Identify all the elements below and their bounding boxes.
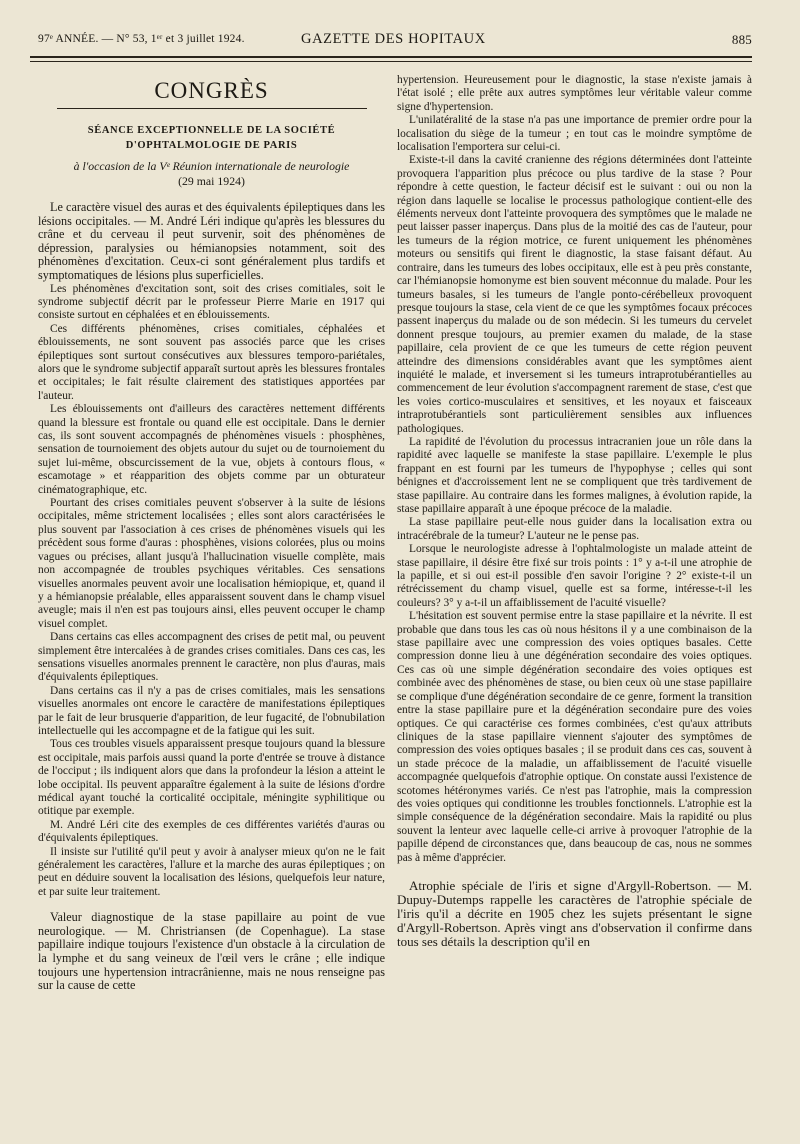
- article-paragraph: Le caractère visuel des auras et des équivalents épileptiques dans les lésions occipitales. — M. André Léri indique qu'après les blessures du crâne et du cerveau il peut survenir, soit des phénomènes de dépression, paralysies ou hémianopsies notamment, soit des phénomènes d'excitation. Ceux-ci sont généralement plus tardifs et symptomatiques de lésions plus superficielles.: [38, 200, 385, 282]
- article-paragraph: Lorsque le neurologiste adresse à l'ophtalmologiste un malade atteint de stase papillaire, il désire être fixé sur trois points : 1° y a-t-il une atrophie de la papille, et si oui est-il possible d'en savoir l'origine ? 2° existe-t-il un rétrécissement du champ visuel, quelle est sa forme, intéresse-t-il les couleurs? 3° y a-t-il un affaiblissement de l'acuité visuelle?: [397, 543, 752, 609]
- journal-title: GAZETTE DES HOPITAUX: [301, 31, 486, 47]
- article-paragraph: Ces différents phénomènes, crises comitiales, céphalées et éblouissements, ne sont souvent pas associés parce que les crises épileptiques sont surtout consécutives aux blessures temporo-pariétales, alors que le syndrome subjectif apparaît surtout après les blessures frontales et occipitales; le fait résulte clairement des statistiques apportées par l'auteur.: [38, 322, 385, 402]
- article-paragraph: Pourtant des crises comitiales peuvent s'observer à la suite de lésions occipitales, même strictement localisées ; elles sont alors caractérisées le plus souvent par l'association à ces crises de phénomènes visuels qui les précèdent sous forme d'auras : phosphènes, visions colorées, plus ou moins vagues ou précises, allant jusqu'à l'hallucination visuelle complète, mais non accompagnée de troubles psychiques véritables. Ces sensations visuelles anormales peuvent avoir une localisation hémiopique, et, quand il y a hémianopsie préalable, elles apparaissent souvent dans le champ visuel aveugle; mais il n'en est pas toujours ainsi, elles peuvent occuper le champ visuel complet.: [38, 497, 385, 630]
- article-paragraph: Valeur diagnostique de la stase papillaire au point de vue neurologique. — M. Christriansen (de Copenhague). La stase papillaire indique toujours l'existence d'un obstacle à la circulation de la lymphe et du sang veineux de l'œil vers le crâne ; elle indique toujours une hypertension intracrânienne, mais ne nous renseigne pas sur la cause de cette: [38, 910, 385, 993]
- article-paragraph: Les phénomènes d'excitation sont, soit des crises comitiales, soit le syndrome subjectif décrit par le professeur Pierre Marie en 1917 qui consiste surtout en céphalées et en éblouissements.: [38, 282, 385, 322]
- section-title: CONGRÈS: [154, 78, 269, 103]
- article-paragraph: La stase papillaire peut-elle nous guider dans la localisation extra ou intracérébrale de la tumeur? L'auteur ne le pense pas.: [397, 516, 752, 542]
- article-paragraph: hypertension. Heureusement pour le diagnostic, la stase n'existe jamais à l'état isolé ; elle prête aux autres symptômes leur véritable valeur comme signe d'hypertension.: [397, 74, 752, 113]
- article-paragraph: La rapidité de l'évolution du processus intracranien joue un rôle dans la rapidité avec laquelle se manifeste la stase papillaire. L'exemple le plus frappant en est fourni par les tumeurs de l'hypophyse ; celles qui sont bénignes et d'accroissement lent ne se compliquent que très tardivement de stase papillaire. Au contraire dans les formes malignes, à évolution rapide, la stase papillaire apparaît à une époque précoce de la maladie.: [397, 435, 752, 515]
- article-paragraph: Il insiste sur l'utilité qu'il peut y avoir à analyser mieux qu'on ne le fait généralement les caractères, l'allure et la marche des auras épileptiques ; on peut en déduire souvent la localisation des lésions, quelquefois leur nature, et par suite leur traitement.: [38, 845, 385, 898]
- article-paragraph: Tous ces troubles visuels apparaissent presque toujours quand la blessure est occipitale, mais parfois aussi quand la porte d'entrée se trouve à distance de l'occiput ; ils indiquent alors que dans la profondeur la lésion a atteint le lobe occipital. Ils peuvent apparaître également à la suite de lésions d'ordre médical ayant touché la corticalité occipitale, méningite syphilitique ou otitique par exemple.: [38, 738, 385, 818]
- running-header: [38, 30, 752, 52]
- left-column: [38, 70, 385, 993]
- article-paragraph: Atrophie spéciale de l'iris et signe d'Argyll-Robertson. — M. Dupuy-Dutemps rappelle les caractères de l'atrophie spéciale de l'iris qu'il a décrite en 1905 chez les sujets présentant le signe d'Argyll-Robertson. Après vingt ans d'observation il confirme dans tous ses détails la description qu'il en: [397, 877, 752, 949]
- occasion-line: à l'occasion de la Vᵉ Réunion internationale de neurologie: [73, 159, 350, 173]
- article-paragraph: L'hésitation est souvent permise entre la stase papillaire et la névrite. Il est probable que dans tous les cas où nous hésitons il y a une combinaison de la stase papillaire avec une compression des voies optiques basales. Cette compression donne lieu à une dégénération secondaire des voies optiques. Ces cas où une simple dégénération secondaire des voies optiques est combinée avec des phénomènes de stase, ou bien ceux où une stase papillaire se complique d'une dégénération secondaire de ce genre, forment la transition entre la stase papillaire pure et la dégénération secondaire pure des voies optiques. Ce qui caractérise ces formes combinées, c'est qu'aux attributs cliniques de la stase papillaire viennent s'ajouter des symptômes de compression des voies optiques basales ; il se produit dans ces cas, souvent à un stade précoce de la maladie, un affaiblissement de l'acuité visuelle accompagnée quelquefois d'atrophie optique. On constate aussi l'existence de scotomes hétéronymes variés. Ce n'est pas l'atrophie, mais la compression des voies optiques qui conditionne les troubles fonctionnels. L'atrophie est la simple conséquence de la dégénération secondaire. Mais la rapidité ou plus souvent la lenteur avec laquelle celle-ci arrive à provoquer l'atrophie de la papille dépend de circonstances que, dans beaucoup de cas, nous ne sommes pas à même d'apprécier.: [397, 610, 752, 864]
- session-title: SÉANCE EXCEPTIONNELLE DE LA SOCIÉTÉ D'OPHTALMOLOGIE DE PARIS: [87, 125, 336, 151]
- article-paragraph: Dans certains cas il n'y a pas de crises comitiales, mais les sensations visuelles anormales ont encore le caractère de manifestations épileptiques par le fait de leur brusquerie d'apparition, de leur fugacité, de l'obnubilation intellectuelle qui les accompagne et de la fatigue qui les suit.: [38, 684, 385, 737]
- right-column: [397, 74, 752, 949]
- article-paragraph: M. André Léri cite des exemples de ces différentes variétés d'auras ou d'équivalents épileptiques.: [38, 818, 385, 845]
- article-paragraph: Les éblouissements ont d'ailleurs des caractères nettement différents quand la blessure est frontale ou quand elle est occipitale. Dans le dernier cas, ils sont souvent accompagnés de phénomènes visuels : phosphènes, sensation de tournoiement des objets autour du sujet ou de tournoiement du sujet lui-même, obscurcissement de la vue, objets à contours flous, « escamotage » et réapparition des objets comme par un obturateur cinématographique, etc.: [38, 403, 385, 496]
- article-paragraph: Existe-t-il dans la cavité cranienne des régions déterminées dont l'atteinte provoquera l'apparition plus précoce ou plus tardive de la stase ? Pour répondre à cette question, le facteur décisif est le suivant : oui ou non la région dans laquelle se localise le processus pathologique contient-elle des éléments nerveux dont l'atteinte provoquera des symptômes que le malade ne peut laisser passer inaperçus. Dans plus de la moitié des cas de l'auteur, pour les tumeurs de la région motrice, ce furent uniquement les phénomènes moteurs ou sensitifs qui firent le diagnostic, la stase faisant défaut. Au contraire, dans les tumeurs des lobes occipitaux, elle est à peu près constante, car l'hémianopsie homonyme est bien souvent méconnue du malade. Pour les tumeurs basales, si les tumeurs de l'angle ponto-cérébelleux provoquent presque toujours la stase, cela vient de ce que les symptômes focaux précoces passent inaperçus du malade ou de son médecin. Si les tumeurs du cervelet donnent presque toujours, au premier examen du malade, de la stase papillaire, cela provient de ce que les tumeurs de cette région peuvent atteindre des dimensions considérables avant que les symptômes aient inquiété le malade, et inversement si les tumeurs intraprotubérantielles au commencement de leur évolution s'accompagnent rarement de stase, c'est que les voies cortico-musculaires et sensitives, et les noyaux et faisceaux intraprotubérantiels sont particulièrement sensibles aux influences pathologiques.: [397, 154, 752, 435]
- header-rule-thin: [30, 61, 752, 62]
- issue-info: 97ᵉ ANNÉE. — N° 53, 1ᵉʳ et 3 juillet 1924.: [38, 33, 245, 45]
- session-date: (29 mai 1924): [178, 174, 245, 188]
- article-paragraph: Dans certains cas elles accompagnent des crises de petit mal, ou peuvent simplement être intercalées à de grandes crises comitiales. Dans ces cas, les sensations visuelles anormales prennent le caractère, non plus d'auras, mais d'équivalents épileptiques.: [38, 631, 385, 684]
- section-title-rule: [57, 108, 367, 109]
- page-number: 885: [731, 32, 752, 47]
- header-rule-thick: [30, 56, 752, 58]
- article-paragraph: L'unilatéralité de la stase n'a pas une importance de premier ordre pour la localisation du siège de la tumeur ; en tout cas le moindre symptôme de localisation l'emportera sur celui-ci.: [397, 114, 752, 154]
